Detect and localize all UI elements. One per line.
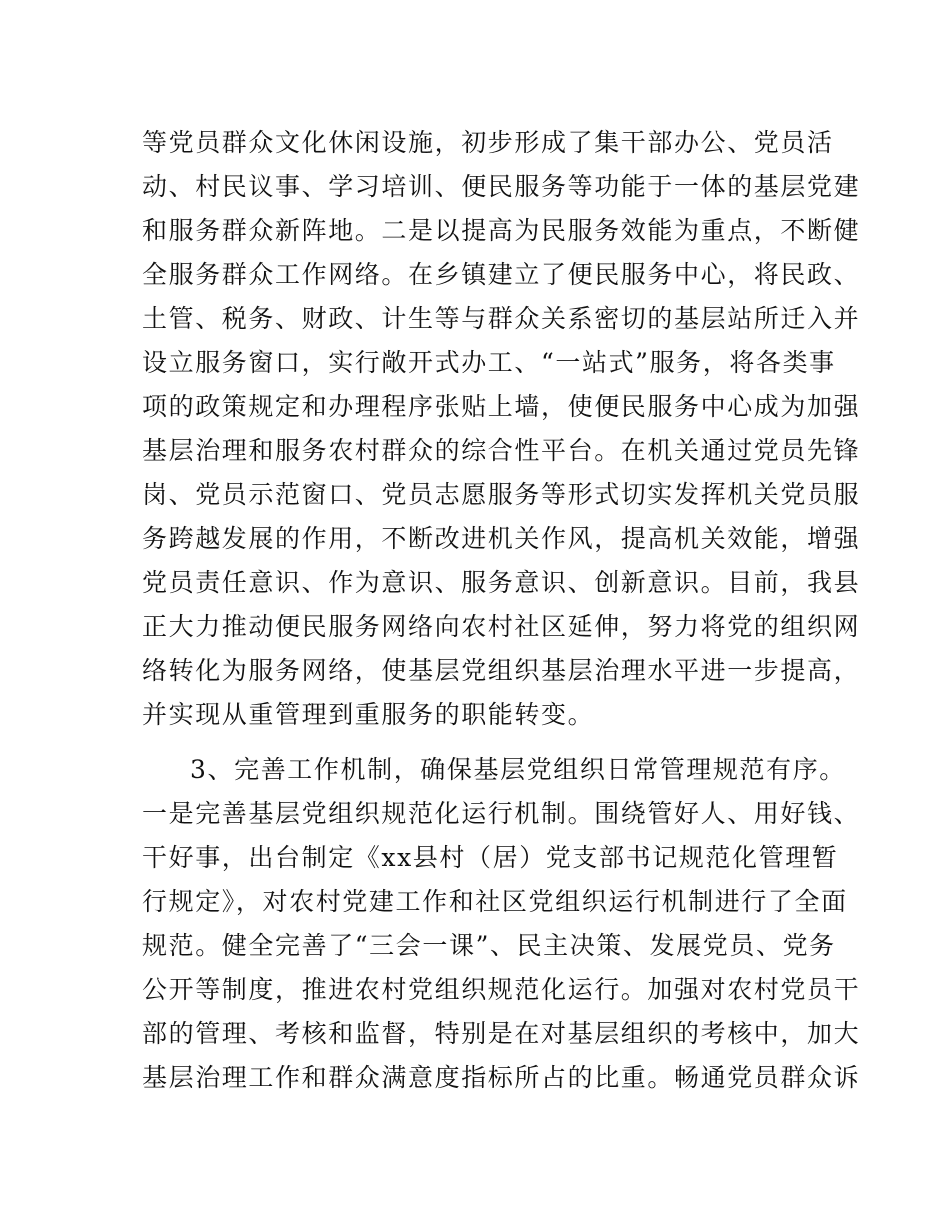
paragraph-1-line: 岗、党员示范窗口、党员志愿服务等形式切实发挥机关党员服 — [142, 480, 861, 509]
paragraph-2-line: 一是完善基层党组织规范化运行机制。围绕管好人、用好钱、 — [142, 799, 861, 828]
paragraph-1-line: 等党员群众文化休闲设施，初步形成了集干部办公、党员活 — [142, 128, 834, 157]
paragraph-2-line: 基层治理工作和群众满意度指标所占的比重。畅通党员群众诉 — [142, 1063, 861, 1092]
paragraph-1-line: 基层治理和服务农村群众的综合性平台。在机关通过党员先锋 — [142, 436, 861, 465]
paragraph-2-line: 规范。健全完善了“三会一课”、民主决策、发展党员、党务 — [142, 931, 836, 960]
paragraph-2-line: 行规定》，对农村党建工作和社区党组织运行机制进行了全面 — [142, 887, 848, 916]
paragraph-2-line: 部的管理、考核和监督，特别是在对基层组织的考核中，加大 — [142, 1019, 861, 1048]
paragraph-2-line: 公开等制度，推进农村党组织规范化运行。加强对农村党员干 — [142, 975, 861, 1004]
paragraph-1-line: 并实现从重管理到重服务的职能转变。 — [142, 700, 595, 729]
paragraph-1-line: 土管、税务、财政、计生等与群众关系密切的基层站所迁入并 — [142, 304, 861, 333]
paragraph-2-line: 干好事，出台制定《xx县村（居）党支部书记规范化管理暂 — [142, 843, 839, 872]
paragraph-1-line: 正大力推动便民服务网络向农村社区延伸，努力将党的组织网 — [142, 612, 861, 641]
paragraph-1-line: 项的政策规定和办理程序张贴上墙，使便民服务中心成为加强 — [142, 392, 861, 421]
paragraph-1-line: 和服务群众新阵地。二是以提高为民服务效能为重点，不断健 — [142, 216, 861, 245]
paragraph-1-line: 务跨越发展的作用，不断改进机关作风，提高机关效能，增强 — [142, 524, 861, 553]
section-heading-3: 3、完善工作机制，确保基层党组织日常管理规范有序。 — [190, 755, 846, 784]
paragraph-1-line: 络转化为服务网络，使基层党组织基层治理水平进一步提高， — [142, 656, 861, 685]
paragraph-1-line: 党员责任意识、作为意识、服务意识、创新意识。目前，我县 — [142, 568, 861, 597]
paragraph-1-line: 动、村民议事、学习培训、便民服务等功能于一体的基层党建 — [142, 172, 861, 201]
paragraph-1-line: 设立服务窗口，实行敞开式办工、“一站式”服务，将各类事 — [142, 348, 836, 377]
paragraph-1-line: 全服务群众工作网络。在乡镇建立了便民服务中心，将民政、 — [142, 260, 861, 289]
